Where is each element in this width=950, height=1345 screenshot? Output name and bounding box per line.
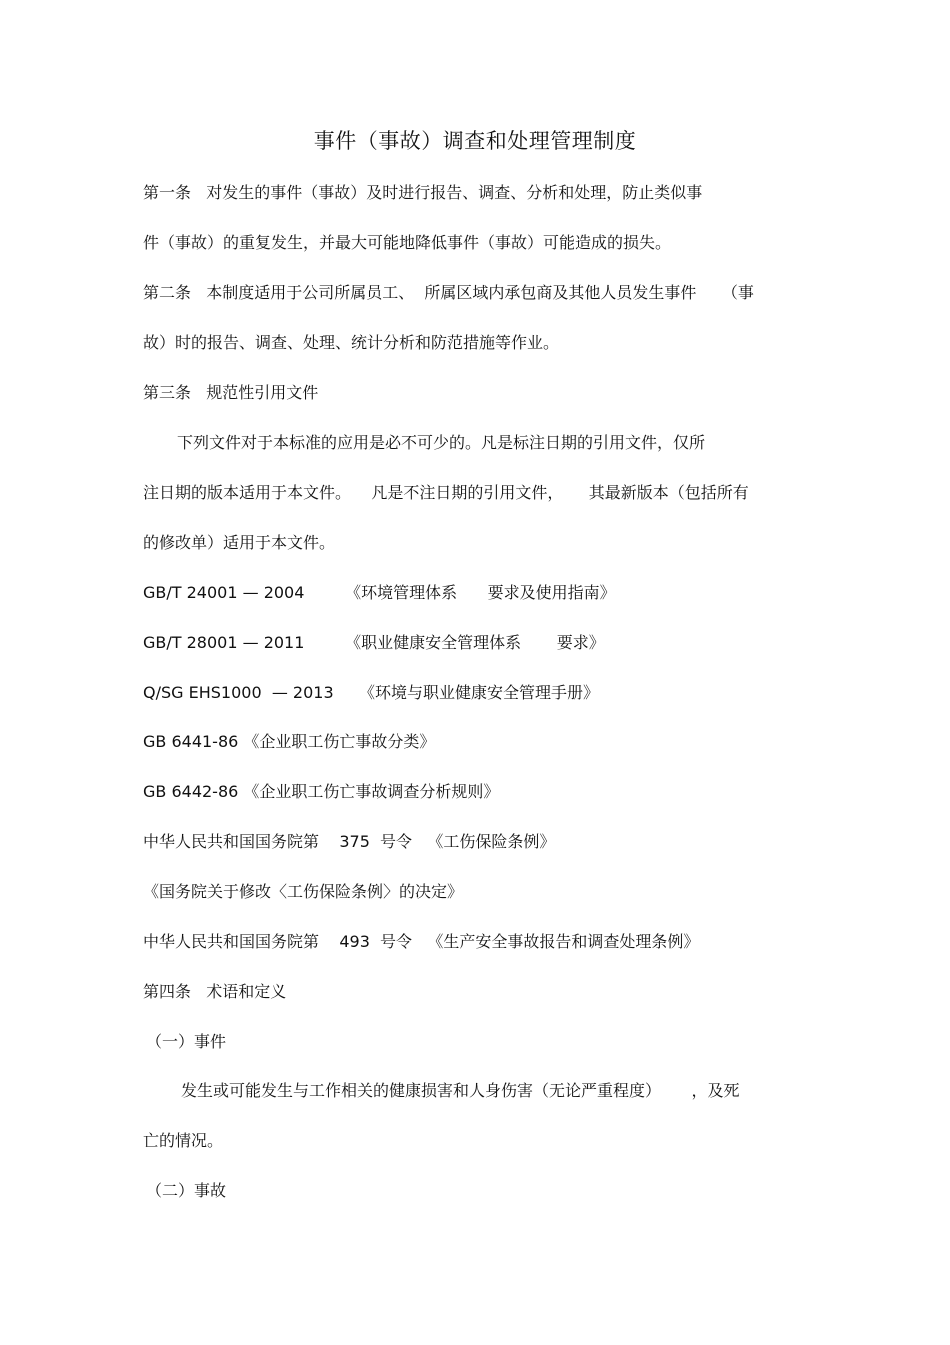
article-4-heading: 第四条 术语和定义 bbox=[143, 982, 287, 1001]
reference-gb6441: GB 6441-86 《企业职工伤亡事故分类》 bbox=[143, 732, 436, 751]
reference-qsg-ehs1000: Q/SG EHS1000 — 2013 《环境与职业健康安全管理手册》 bbox=[143, 683, 600, 702]
term-2-heading: （二）事故 bbox=[146, 1181, 227, 1200]
article-3-para-line-3: 的修改单）适用于本文件。 bbox=[143, 533, 336, 552]
reference-gbt24001: GB/T 24001 — 2004 《环境管理体系 要求及使用指南》 bbox=[143, 583, 616, 602]
reference-order-375: 中华人民共和国国务院第 375 号令 《工伤保险条例》 bbox=[143, 832, 556, 851]
term-1-heading: （一）事件 bbox=[146, 1032, 227, 1051]
reference-gbt28001: GB/T 28001 — 2011 《职业健康安全管理体系 要求》 bbox=[143, 633, 605, 652]
article-1-line-1: 第一条 对发生的事件（事故）及时进行报告、调查、分析和处理，防止类似事 bbox=[143, 183, 703, 202]
article-3-heading: 第三条 规范性引用文件 bbox=[143, 383, 319, 402]
document-title: 事件（事故）调查和处理管理制度 bbox=[313, 129, 637, 153]
term-1-definition-line-2: 亡的情况。 bbox=[143, 1131, 224, 1150]
article-2-line-2: 故）时的报告、调查、处理、统计分析和防范措施等作业。 bbox=[143, 333, 560, 352]
term-1-definition-line-1: 发生或可能发生与工作相关的健康损害和人身伤害（无论严重程度） ，及死 bbox=[181, 1081, 740, 1100]
article-2-line-1: 第二条 本制度适用于公司所属员工、 所属区域内承包商及其他人员发生事件 （事 bbox=[143, 283, 754, 302]
reference-gb6442: GB 6442-86 《企业职工伤亡事故调查分析规则》 bbox=[143, 782, 500, 801]
reference-order-493: 中华人民共和国国务院第 493 号令 《生产安全事故报告和调查处理条例》 bbox=[143, 932, 700, 951]
article-3-para-line-2: 注日期的版本适用于本文件。 凡是不注日期的引用文件， 其最新版本（包括所有 bbox=[143, 483, 749, 502]
article-1-line-2: 件（事故）的重复发生，并最大可能地降低事件（事故）可能造成的损失。 bbox=[143, 233, 672, 252]
article-3-para-line-1: 下列文件对于本标准的应用是必不可少的。凡是标注日期的引用文件，仅所 bbox=[177, 433, 706, 452]
reference-decision: 《国务院关于修改〈工伤保险条例〉的决定》 bbox=[143, 882, 464, 901]
